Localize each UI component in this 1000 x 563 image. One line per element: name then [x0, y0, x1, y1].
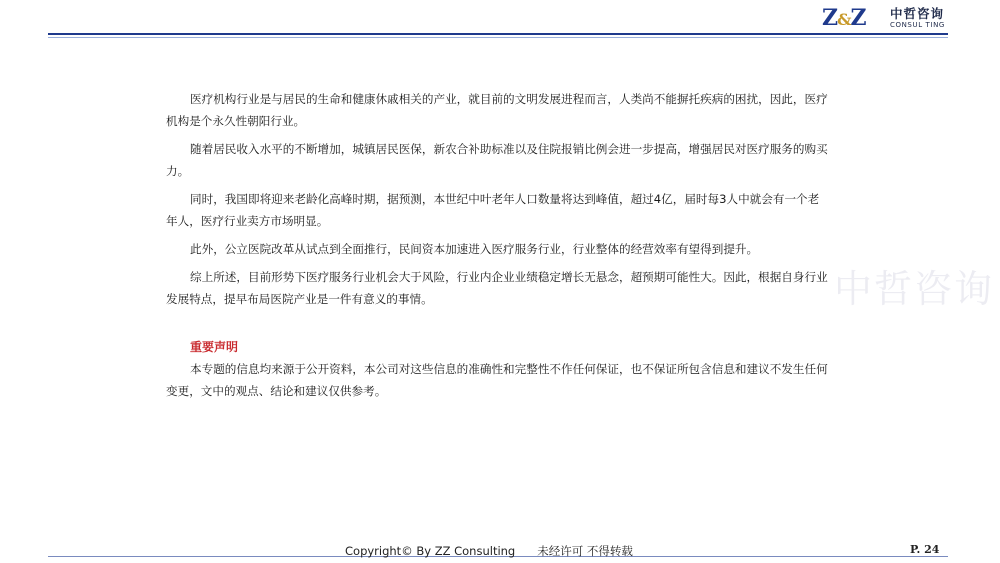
- paragraph: 同时，我国即将迎来老龄化高峰时期，据预测，本世纪中叶老年人口数量将达到峰值，超过4亿，届时每3人中就会有一个老年人，医疗行业卖方市场明显。: [166, 192, 820, 228]
- notice-title: 重要声明: [190, 340, 239, 354]
- paragraph: 此外，公立医院改革从试点到全面推行，民间资本加速进入医疗服务行业，行业整体的经营效率有望得到提升。: [190, 242, 759, 256]
- footer-copyright: [345, 543, 633, 559]
- header-divider: [48, 33, 948, 35]
- header-divider-thin: [48, 37, 948, 38]
- logo-chinese-name: 中哲咨询: [890, 6, 945, 21]
- paragraph: 医疗机构行业是与居民的生命和健康休戚相关的产业，就目前的文明发展进程而言，人类尚不能摒托疾病的困扰，因此，医疗机构是个永久性朝阳行业。: [166, 92, 828, 128]
- body-text: [166, 88, 830, 402]
- notice-body: 本专题的信息均来源于公开资料，本公司对这些信息的准确性和完整性不作任何保证，也不保证所包含信息和建议不发生任何变更，文中的观点、结论和建议仅供参考。: [166, 362, 828, 398]
- paragraph: 随着居民收入水平的不断增加，城镇居民医保，新农合补助标准以及住院报销比例会进一步提高，增强居民对医疗服务的购买力。: [166, 142, 828, 178]
- logo-english-name: CONSUL TING: [890, 21, 945, 29]
- reprint-notice: 未经许可 不得转载: [537, 544, 633, 558]
- watermark: 中哲咨询: [834, 267, 995, 311]
- copyright-text: Copyright© By ZZ Consulting: [345, 544, 516, 558]
- page-number: P. 24: [910, 543, 940, 556]
- paragraph: 综上所述，目前形势下医疗服务行业机会大于风险，行业内企业业绩稳定增长无悬念，超预期可能性大。因此，根据自身行业发展特点，提早布局医院产业是一件有意义的事情。: [166, 270, 828, 306]
- logo-mark: Z&Z: [822, 5, 866, 31]
- company-logo: [818, 2, 958, 32]
